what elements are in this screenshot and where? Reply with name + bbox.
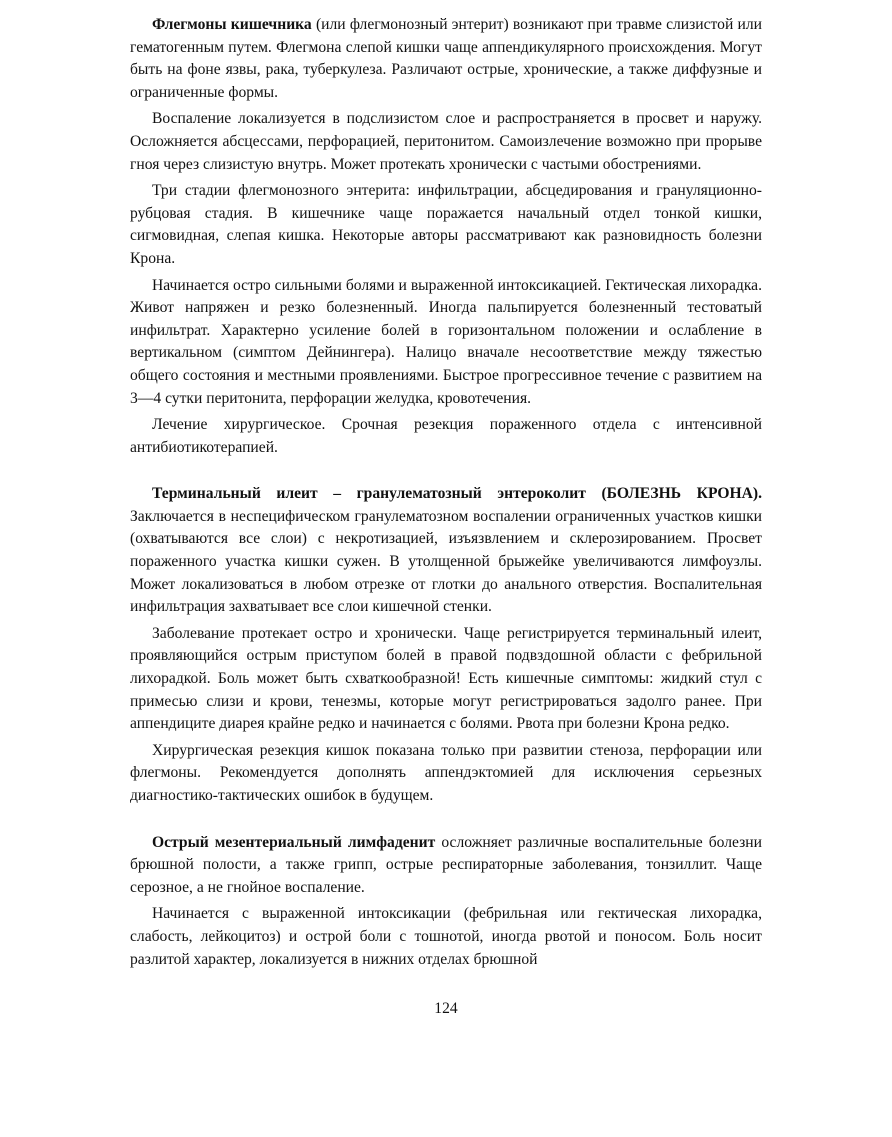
paragraph xyxy=(130,180,762,270)
section-gap xyxy=(130,808,762,832)
paragraph xyxy=(130,832,762,900)
paragraph xyxy=(130,14,762,104)
paragraph-text: Лечение хирургическое. Срочная резекция пораженного отдела с интенсивной антибиотикотерапией. xyxy=(130,416,762,456)
paragraph-text: Заключается в неспецифическом гранулематозном воспалении ограниченных участков кишки (охватываются все слои) с некротизацией, изъязвлением и склерозированием. Просвет пораженного участка кишки сужен. В утолщенной брыжейке увеличиваются лимфоузлы. Может локализоваться в любом отрезке от глотки до анального отверстия. Воспалительная инфильтрация захватывает все слои кишечной стенки. xyxy=(130,507,762,616)
paragraph xyxy=(130,623,762,736)
section-phlegmon xyxy=(130,14,762,459)
paragraph-text: (или флегмонозный энтерит) возникают при травме слизистой или гематогенным путем. Флегмона слепой кишки чаще аппендикулярного происхождения. Могут быть на фоне язвы, рака, туберкулеза. Различают острые, хронические, а также диффузные и ограниченные формы. xyxy=(130,16,762,101)
section-lymphadenitis xyxy=(130,832,762,972)
paragraph-text: Воспаление локализуется в подслизистом слое и распространяется в просвет и наружу. Осложняется абсцессами, перфорацией, перитонитом. Самоизлечение возможно при прорыве гноя через слизистую внутрь. Может протекать хронически с частыми обострениями. xyxy=(130,110,762,173)
section-crohn xyxy=(130,483,762,807)
paragraph xyxy=(130,483,762,619)
section-gap xyxy=(130,459,762,483)
paragraph-text: Заболевание протекает остро и хронически. Чаще регистрируется терминальный илеит, проявляющийся острым приступом болей в правой подвздошной области с фебрильной лихорадкой. Боль может быть схваткообразной! Есть кишечные симптомы: жидкий стул с примесью слизи и крови, тенезмы, которые могут регистрироваться задолго ранее. При аппендиците диарея крайне редко и начинается с болями. Рвота при болезни Крона редко. xyxy=(130,624,762,733)
paragraph-lead: Флегмоны кишечника xyxy=(152,16,312,33)
paragraph-text: Хирургическая резекция кишок показана только при развитии стеноза, перфорации или флегмоны. Рекомендуется дополнять аппендэктомией для исключения серьезных диагностико-тактических ошибок в будущем. xyxy=(130,741,762,804)
paragraph-text: Начинается с выраженной интоксикации (фебрильная или гектическая лихорадка, слабость, лейкоцитоз) и острой боли с тошнотой, иногда рвотой и поносом. Боль носит разлитой характер, локализуется в нижних отделах брюшной xyxy=(130,905,762,968)
paragraph xyxy=(130,414,762,459)
page-body xyxy=(130,14,762,971)
paragraph-lead: Терминальный илеит – гранулематозный энтероколит (БОЛЕЗНЬ КРОНА). xyxy=(152,485,762,503)
paragraph-text: осложняет различные воспалительные болезни брюшной полости, а также грипп, острые респираторные заболевания, тонзиллит. Чаще серозное, а не гнойное воспаление. xyxy=(130,833,763,896)
paragraph xyxy=(130,108,762,176)
page-number: 124 xyxy=(434,1000,458,1017)
paragraph xyxy=(130,903,762,971)
paragraph-text: Три стадии флегмонозного энтерита: инфильтрации, абсцедирования и грануляционно-рубцовая стадия. В кишечнике чаще поражается начальный отдел тонкой кишки, сигмовидная, слепая кишка. Некоторые авторы рассматривают как разновидность болезни Крона. xyxy=(130,182,762,267)
paragraph-text: Начинается остро сильными болями и выраженной интоксикацией. Гектическая лихорадка. Живот напряжен и резко болезненный. Иногда пальпируется болезненный тестоватый инфильтрат. Характерно усиление болей в горизонтальном положении и ослабление в вертикальном (симптом Дейнингера). Налицо вначале несоответствие между тяжестью общего состояния и местными проявлениями. Быстрое прогрессивное течение с развитием на 3—4 сутки перитонита, перфорации желудка, кровотечения. xyxy=(130,276,762,407)
paragraph xyxy=(130,740,762,808)
paragraph xyxy=(130,275,762,411)
paragraph-lead: Острый мезентериальный лимфаденит xyxy=(152,833,436,851)
